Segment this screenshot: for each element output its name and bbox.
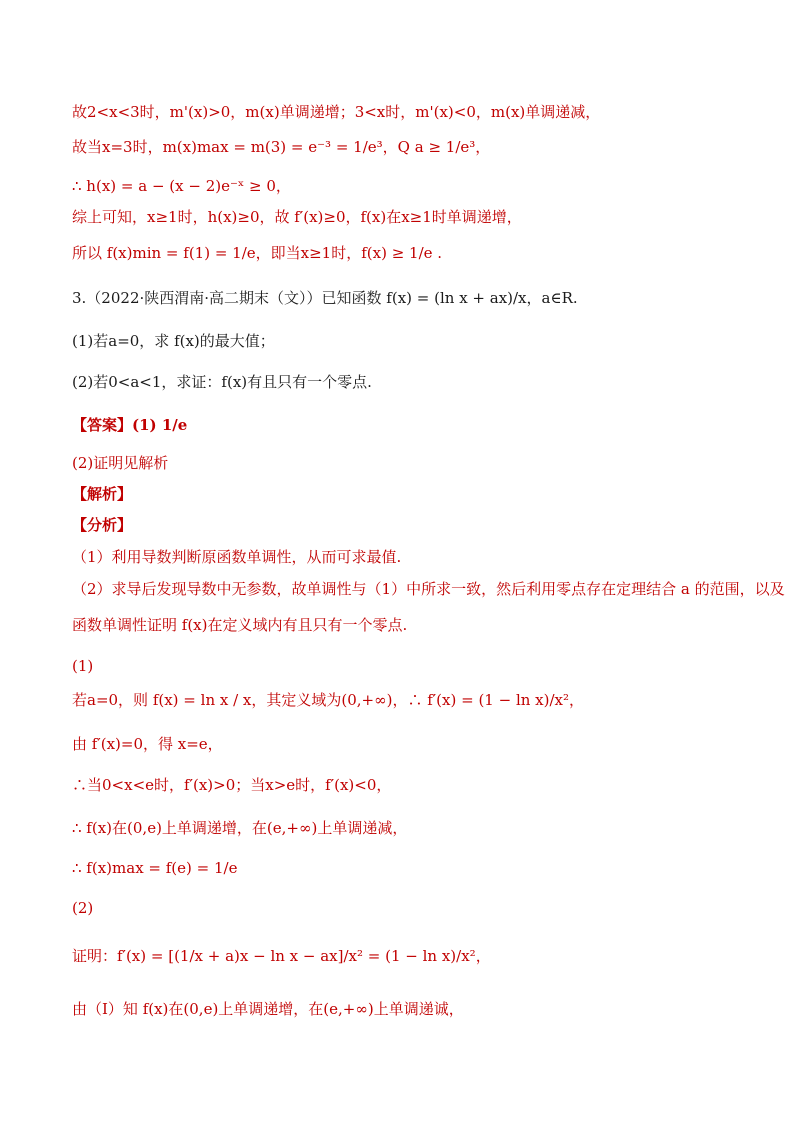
solution-part-label: (1)	[72, 657, 94, 675]
question-stem: 3.（2022·陕西渭南·高二期末（文））已知函数 f(x) = (ln x + ax)/x，a∈R.	[72, 289, 578, 307]
text-line: 由（Ⅰ）知 f(x)在(0,e)上单调递增，在(e,+∞)上单调递诚，	[72, 1000, 464, 1018]
text-line: 若a=0，则 f(x) = ln x / x，其定义域为(0,+∞)，∴ f′(x) = (1 − ln x)/x²，	[72, 691, 585, 709]
text-line: 综上可知，x≥1时，h(x)≥0，故 f′(x)≥0，f(x)在x≥1时单调递增，	[72, 208, 522, 226]
analysis-sub-heading: 【分析】	[72, 516, 133, 534]
answer-part-2: (2)证明见解析	[72, 454, 169, 472]
text-line: 由 f′(x)=0，得 x=e，	[72, 735, 223, 753]
analysis-heading: 【解析】	[72, 485, 133, 503]
analysis-line: （1）利用导数判断原函数单调性，从而可求最值.	[72, 548, 402, 566]
question-part-2: (2)若0<a<1，求证：f(x)有且只有一个零点.	[72, 373, 372, 391]
analysis-line: （2）求导后发现导数中无参数，故单调性与（1）中所求一致，然后利用零点存在定理结合 a 的范围，以及	[72, 580, 785, 598]
question-part-1: (1)若a=0，求 f(x)的最大值；	[72, 332, 275, 350]
text-line: 所以 f(x)min = f(1) = 1/e，即当x≥1时，f(x) ≥ 1/e .	[72, 244, 443, 262]
text-line: 故当x=3时，m(x)max = m(3) = e⁻³ = 1/e³，Q a ≥ 1/e³，	[72, 138, 491, 156]
text-line: ∴ h(x) = a − (x − 2)e⁻ˣ ≥ 0，	[72, 177, 291, 195]
text-line: ∴ f(x)在(0,e)上单调递增，在(e,+∞)上单调递减，	[72, 819, 408, 837]
answer-heading: 【答案】(1) 1/e	[72, 416, 188, 434]
text-line: 故2<x<3时，m'(x)>0，m(x)单调递增；3<x时，m'(x)<0，m(x)单调递减，	[72, 103, 601, 121]
solution-part-label: (2)	[72, 899, 94, 917]
analysis-line: 函数单调性证明 f(x)在定义域内有且只有一个零点.	[72, 616, 408, 634]
text-line: ∴ f(x)max = f(e) = 1/e	[72, 859, 238, 877]
text-line: ∴当0<x<e时，f′(x)>0；当x>e时，f′(x)<0，	[72, 776, 392, 794]
text-line: 证明：f′(x) = [(1/x + a)x − ln x − ax]/x² = (1 − ln x)/x²，	[72, 947, 491, 965]
